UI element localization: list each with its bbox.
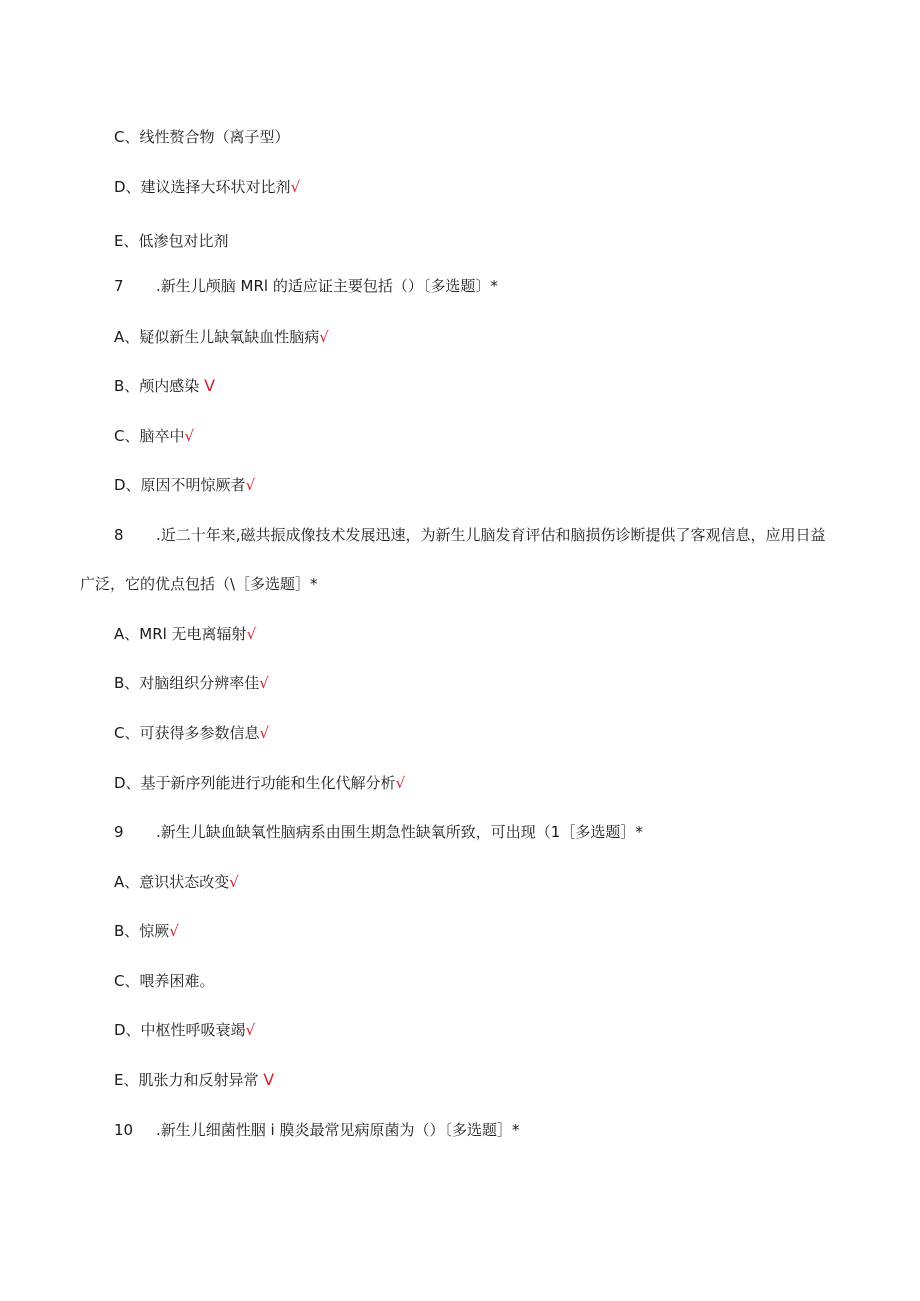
option-line [114,773,405,793]
option-line [114,1020,255,1040]
question-continuation [80,574,318,594]
option-text: A、疑似新生儿缺氧缺血性脑病 [114,328,320,346]
correct-mark: √ [246,625,257,643]
option-line [114,177,300,197]
option-line [114,1070,274,1090]
option-text: C、线性赘合物（离子型） [114,128,290,146]
correct-mark: √ [245,476,256,494]
correct-mark: √ [259,674,269,692]
option-line [114,327,329,347]
option-text: D、原因不明惊厥者 [114,476,246,494]
correct-mark: √ [290,178,301,196]
option-text: B、颅内感染 [114,377,200,395]
option-line [114,127,289,147]
question-text: .新生儿缺血缺氧性脑病系由围生期急性缺氧所致，可出现（1［多选题］* [156,823,643,841]
correct-mark: √ [184,427,195,445]
question-number: 10 [114,1121,134,1139]
option-text: C、喂养困难。 [114,972,215,990]
correct-mark: √ [229,873,239,891]
option-line [114,673,269,693]
option-text: D、建议选择大环状对比剂 [114,178,291,196]
correct-mark: √ [259,724,270,742]
option-text: A、MRl 无电离辐射 [114,625,247,643]
question-text: 广泛，它的优点包括（\［多选题］* [80,575,318,593]
correct-mark: V [204,376,216,395]
option-text: D、基于新序列能进行功能和生化代解分析 [114,774,396,792]
question-text: .近二十年来,磁共振成像技术发展迅速，为新生儿脑发育评估和脑损伤诊断提供了客观信息，应用日益 [156,526,826,544]
question-text: .新生儿细菌性胭 i 膜炎最常见病原菌为（）〔多选题］* [156,1121,520,1139]
question-line [114,525,826,545]
question-line [114,276,498,296]
option-line [114,426,194,446]
option-line [114,921,179,941]
option-line [114,723,269,743]
question-line [114,1120,519,1140]
option-line [114,624,256,644]
option-line [114,231,228,251]
option-text: B、对脑组织分辨率佳 [114,674,260,692]
option-text: D、中枢性呼吸衰竭 [114,1021,246,1039]
question-number: 8 [114,526,124,544]
option-text: A、意识状态改变 [114,873,230,891]
correct-mark: √ [245,1021,256,1039]
option-text: E、肌张力和反射异常 [114,1071,259,1089]
option-line [114,376,215,396]
question-number: 9 [114,823,124,841]
option-line [114,971,214,991]
question-text: .新生儿颅脑 MRl 的适应证主要包括（）〔多选题〕* [156,277,498,295]
correct-mark: V [263,1070,275,1089]
option-text: B、惊厥 [114,922,170,940]
question-line [114,822,643,842]
correct-mark: √ [319,328,329,346]
correct-mark: √ [395,774,406,792]
option-line [114,475,255,495]
option-text: E、低渗包对比剂 [114,232,229,250]
option-text: C、可获得多参数信息 [114,724,260,742]
question-number: 7 [114,277,124,295]
correct-mark: √ [169,922,179,940]
option-line [114,872,239,892]
option-text: C、脑卒中 [114,427,185,445]
